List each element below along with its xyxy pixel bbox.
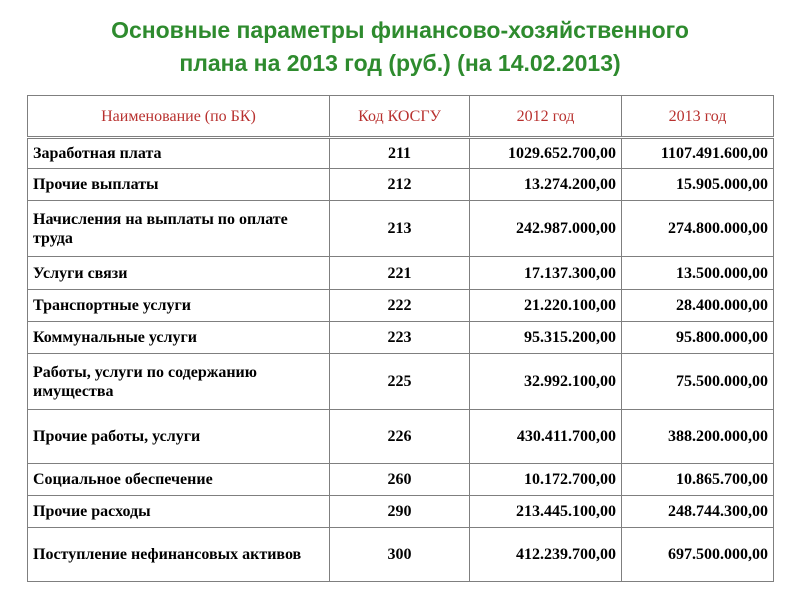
page-title-line-2: плана на 2013 год (руб.) (на 14.02.2013) [179, 50, 621, 76]
table-row [28, 257, 774, 290]
row-value-2013: 274.800.000,00 [622, 201, 774, 257]
row-name: Прочие работы, услуги [28, 410, 330, 464]
row-code: 211 [330, 138, 470, 169]
row-value-2013: 95.800.000,00 [622, 322, 774, 354]
row-name: Коммунальные услуги [28, 322, 330, 354]
row-value-2012: 32.992.100,00 [470, 354, 622, 410]
table-row [28, 322, 774, 354]
row-name: Транспортные услуги [28, 290, 330, 322]
row-code: 290 [330, 496, 470, 528]
row-value-2012: 13.274.200,00 [470, 169, 622, 201]
row-name: Заработная плата [28, 138, 330, 169]
row-value-2013: 10.865.700,00 [622, 464, 774, 496]
row-value-2013: 15.905.000,00 [622, 169, 774, 201]
row-name: Начисления на выплаты по оплате труда [28, 201, 330, 257]
row-code: 213 [330, 201, 470, 257]
table-row [28, 201, 774, 257]
table-header-row [28, 96, 774, 138]
table-row [28, 410, 774, 464]
page-title-line-1: Основные параметры финансово-хозяйственного [111, 17, 689, 43]
table-row [28, 528, 774, 582]
table-row [28, 496, 774, 528]
row-value-2013: 697.500.000,00 [622, 528, 774, 582]
row-value-2012: 412.239.700,00 [470, 528, 622, 582]
row-value-2013: 28.400.000,00 [622, 290, 774, 322]
column-header-name: Наименование (по БК) [28, 96, 330, 138]
table-row [28, 290, 774, 322]
row-name: Поступление нефинансовых активов [28, 528, 330, 582]
row-value-2012: 430.411.700,00 [470, 410, 622, 464]
row-value-2012: 21.220.100,00 [470, 290, 622, 322]
row-value-2013: 13.500.000,00 [622, 257, 774, 290]
row-name: Прочие расходы [28, 496, 330, 528]
page-title [0, 14, 800, 80]
row-value-2012: 95.315.200,00 [470, 322, 622, 354]
table-row [28, 464, 774, 496]
row-code: 212 [330, 169, 470, 201]
row-value-2012: 213.445.100,00 [470, 496, 622, 528]
row-value-2012: 17.137.300,00 [470, 257, 622, 290]
row-name: Прочие выплаты [28, 169, 330, 201]
table-row [28, 138, 774, 169]
column-header-code: Код КОСГУ [330, 96, 470, 138]
row-name: Услуги связи [28, 257, 330, 290]
column-header-2013: 2013 год [622, 96, 774, 138]
row-code: 226 [330, 410, 470, 464]
row-value-2013: 1107.491.600,00 [622, 138, 774, 169]
row-value-2013: 388.200.000,00 [622, 410, 774, 464]
row-code: 300 [330, 528, 470, 582]
row-value-2012: 1029.652.700,00 [470, 138, 622, 169]
financial-plan-table [27, 95, 774, 582]
row-code: 223 [330, 322, 470, 354]
row-value-2013: 75.500.000,00 [622, 354, 774, 410]
row-name: Социальное обеспечение [28, 464, 330, 496]
row-name: Работы, услуги по содержанию имущества [28, 354, 330, 410]
row-code: 222 [330, 290, 470, 322]
table-row [28, 169, 774, 201]
row-code: 221 [330, 257, 470, 290]
row-code: 225 [330, 354, 470, 410]
row-value-2013: 248.744.300,00 [622, 496, 774, 528]
table-row [28, 354, 774, 410]
column-header-2012: 2012 год [470, 96, 622, 138]
row-code: 260 [330, 464, 470, 496]
row-value-2012: 242.987.000,00 [470, 201, 622, 257]
row-value-2012: 10.172.700,00 [470, 464, 622, 496]
